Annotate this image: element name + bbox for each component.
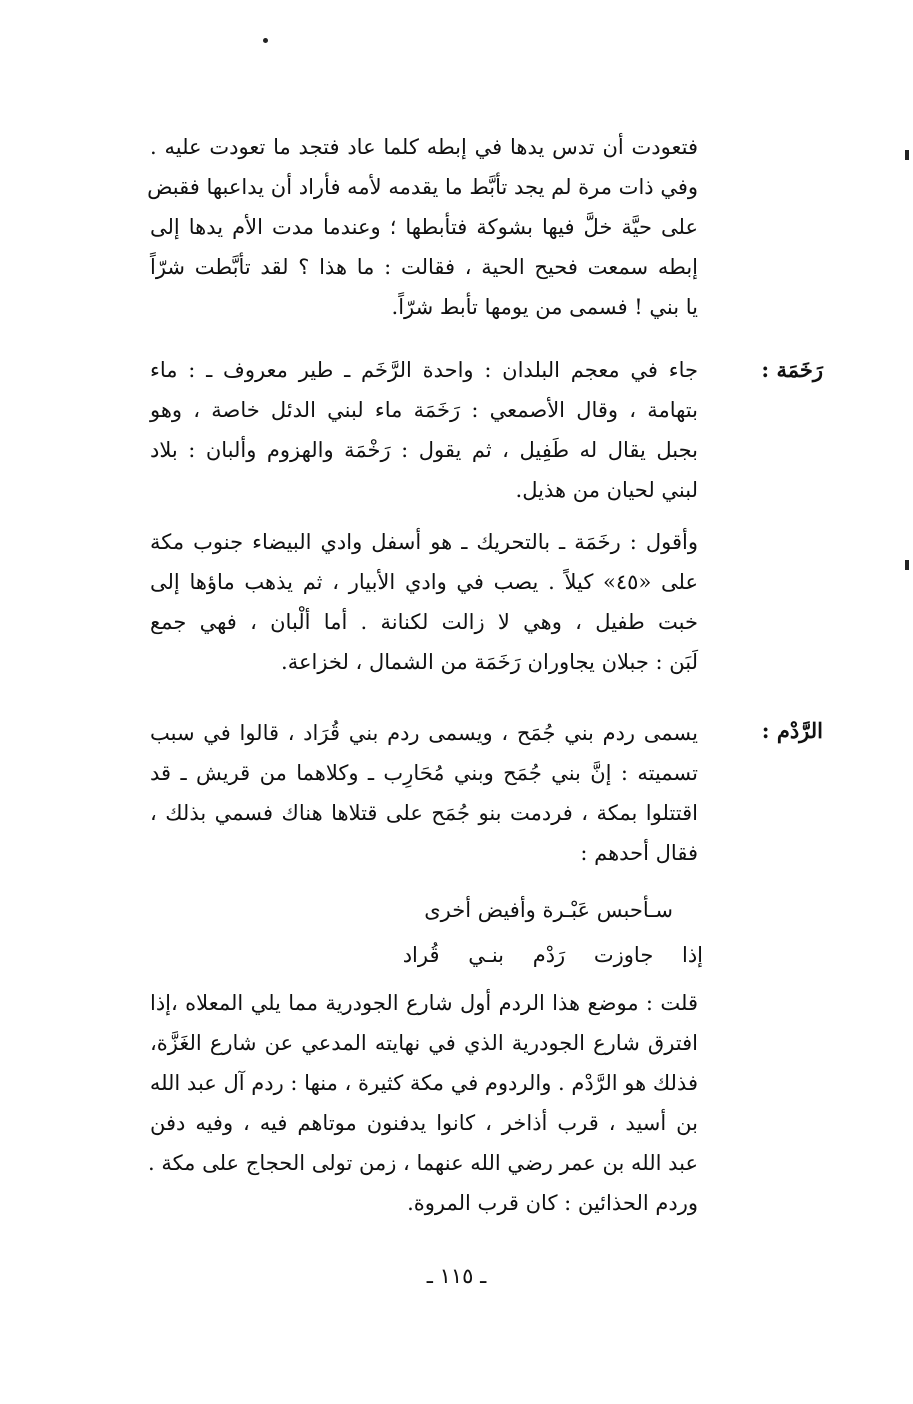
text-line: فقال أحدهم : — [580, 841, 698, 865]
text-line: عبد الله بن عمر رضي الله عنهما ، زمن تولى الحجاج على مكة . — [147, 1151, 698, 1175]
text-line: بن أسيد ، قرب أذاخر ، كانوا يدفنون موتاهم فيه ، وفيه دفن — [150, 1111, 698, 1135]
poem-verse-second: إذا جاوزت رَدْم بنـي قُراد — [402, 943, 703, 967]
text-line: على «٤٥» كيلاً . يصب في وادي الأبيار ، ثم يذهب ماؤها إلى — [150, 570, 698, 594]
text-line: جاء في معجم البلدان : واحدة الرَّخَم ـ طير معروف ـ : ماء — [150, 358, 698, 382]
ink-speck — [263, 38, 268, 43]
text-line: على حيَّة خلَّ فيها بشوكة فتأبطها ؛ وعندما مدت الأم يدها إلى — [150, 215, 698, 239]
text-line: لَبَن : جبلان يجاوران رَخَمَة من الشمال ، لخزاعة. — [281, 650, 698, 674]
entry-term-rakhama: رَخَمَة : — [761, 357, 823, 382]
text-line: اقتتلوا بمكة ، فردمت بنو جُمَح على قتلاها هناك فسمي بذلك ، — [150, 801, 698, 825]
text-line: لبني لحيان من هذيل. — [515, 478, 698, 502]
paragraph-rakhama — [150, 350, 698, 510]
text-line: فتعودت أن تدس يدها في إبطه كلما عاد فتجد ما تعودت عليه . — [150, 135, 698, 159]
text-line: فذلك هو الرَّدْم . والردوم في مكة كثيرة ، منها : ردم آل عبد الله — [149, 1071, 698, 1095]
text-line: يا بني ! فسمى من يومها تأبط شرّاً. — [391, 295, 698, 319]
text-line: افترق شارع الجودرية الذي في نهايته المدعي عن شارع الغَزَّة، — [150, 1031, 698, 1055]
page-number: ـ ١١٥ ـ — [426, 1264, 487, 1288]
text-line: يسمى ردم بني جُمَح ، ويسمى ردم بني قُرَاد ، قالوا في سبب — [150, 721, 698, 745]
text-line: إبطه سمعت فحيح الحية ، فقالت : ما هذا ؟ لقد تأبَّطت شرّاً — [150, 255, 698, 279]
text-line: وردم الحذائين : كان قرب المروة. — [407, 1191, 698, 1215]
text-line: قلت : موضع هذا الردم أول شارع الجودرية مما يلي المعلاه ،إذا — [150, 991, 698, 1015]
margin-mark — [905, 560, 909, 570]
text-line: بتهامة ، وقال الأصمعي : رَخَمَة ماء لبني الدئل خاصة ، وهو — [150, 398, 698, 422]
text-line: بجبل يقال له طَفِيل ، ثم يقول : رَخْمَة والهزوم وألبان : بلاد — [150, 438, 698, 462]
text-line: وفي ذات مرة لم يجد تأبَّط ما يقدمه لأمه فأراد أن يداعبها فقبض — [147, 175, 698, 199]
paragraph-radm — [150, 713, 698, 873]
paragraph-taabbata — [147, 127, 698, 327]
text-line: تسميته : إنَّ بني جُمَح وبني مُحَارِب ـ وكلاهما من قريش ـ قد — [150, 761, 698, 785]
poem-verse-first: سـأحبس عَبْـرة وأفيض أخرى — [424, 898, 673, 922]
text-line: خبت طفيل ، وهي لا زالت لكنانة . أما ألْبان ، فهي جمع — [150, 610, 698, 634]
paragraph-rakhama-note — [150, 522, 698, 682]
margin-mark — [905, 150, 909, 160]
text-line: وأقول : رخَمَة ـ بالتحريك ـ هو أسفل وادي البيضاء جنوب مكة — [150, 530, 698, 554]
paragraph-radm-note — [147, 983, 698, 1223]
entry-term-radm: الرَّدْم : — [761, 718, 823, 743]
